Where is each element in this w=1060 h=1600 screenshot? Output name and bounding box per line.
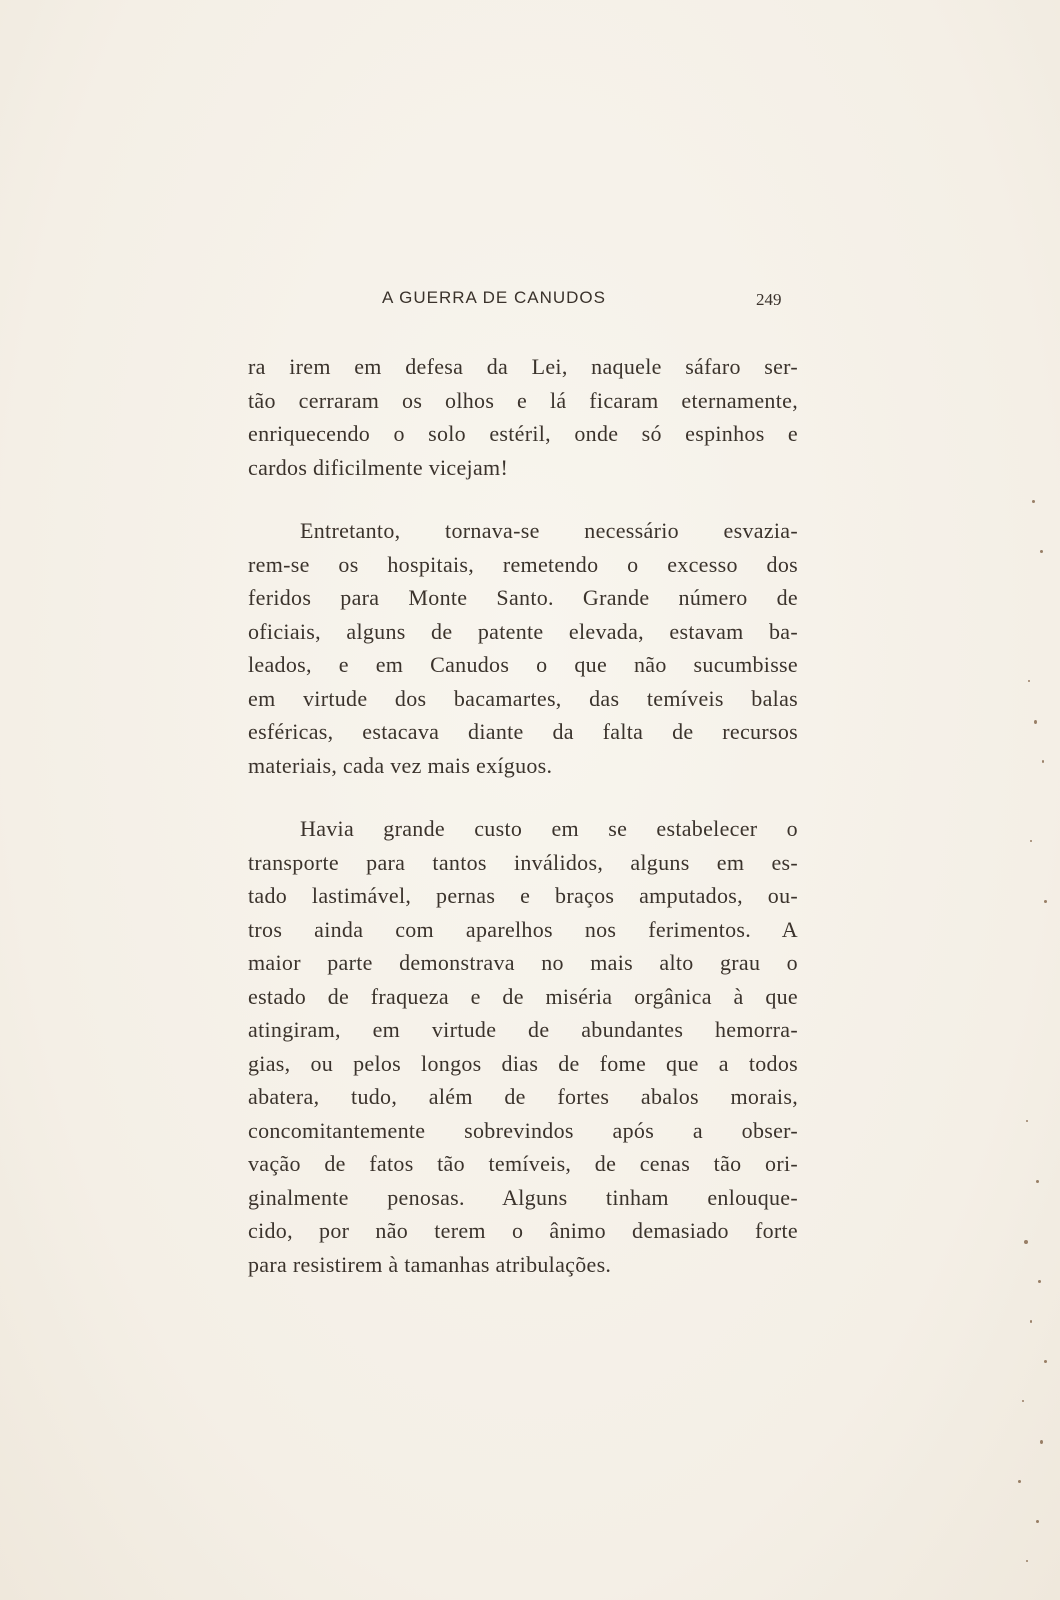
foxing-speck [1026,1120,1028,1122]
foxing-speck [1036,1180,1039,1183]
foxing-speck [1018,1480,1021,1483]
text-line: vação de fatos tão temíveis, de cenas tão ori- [248,1151,798,1176]
foxing-speck [1042,760,1044,763]
foxing-speck [1026,1560,1028,1562]
text-line: cido, por não terem o ânimo demasiado forte [248,1218,798,1243]
text-line: oficiais, alguns de patente elevada, estavam ba- [248,618,798,644]
text-line: atingiram, em virtude de abundantes hemorra- [248,1017,798,1042]
text-line: cardos dificilmente vicejam! [248,454,509,480]
margin-foxing [970,480,1060,1600]
text-line: para resistirem à tamanhas atribulações. [248,1251,612,1277]
text-line: materiais, cada vez mais exíguos. [248,752,553,778]
text-line: Havia grande custo em se estabelecer o [300,816,798,841]
paragraph-1 [248,350,798,484]
text-line: abatera, tudo, além de fortes abalos morais, [248,1084,798,1109]
foxing-speck [1038,1280,1041,1283]
running-title: A GUERRA DE CANUDOS [382,288,606,307]
text-line: esféricas, estacava diante da falta de recursos [248,719,798,744]
text-line: ginalmente penosas. Alguns tinham enlouque- [248,1184,798,1210]
paragraph-2 [248,514,798,782]
text-line: enriquecendo o solo estéril, onde só espinhos e [248,421,798,446]
foxing-speck [1040,550,1043,553]
body-text [248,350,798,1311]
text-line: rem-se os hospitais, remetendo o excesso dos [248,551,798,577]
text-line: maior parte demonstrava no mais alto grau o [248,950,798,975]
foxing-speck [1028,680,1030,682]
foxing-speck [1030,840,1032,842]
foxing-speck [1044,900,1047,903]
paragraph-3 [248,812,798,1281]
text-line: ra irem em defesa da Lei, naquele sáfaro ser- [248,354,798,379]
text-line: tão cerraram os olhos e lá ficaram eternamente, [248,387,798,413]
text-line: transporte para tantos inválidos, alguns em es- [248,849,798,875]
foxing-speck [1034,720,1037,724]
text-line: gias, ou pelos longos dias de fome que a todos [248,1050,798,1076]
foxing-speck [1022,1400,1024,1402]
foxing-speck [1044,1360,1047,1363]
text-line: feridos para Monte Santo. Grande número de [248,585,798,610]
foxing-speck [1036,1520,1039,1523]
foxing-speck [1040,1440,1043,1444]
text-line: tros ainda com aparelhos nos ferimentos. A [248,916,798,942]
foxing-speck [1024,1240,1028,1244]
page-number: 249 [756,290,782,309]
text-line: leados, e em Canudos o que não sucumbisse [248,652,798,677]
text-line: em virtude dos bacamartes, das temíveis balas [248,685,798,711]
text-line: Entretanto, tornava-se necessário esvazia- [300,518,798,543]
text-line: concomitantemente sobrevindos após a obser- [248,1117,798,1143]
foxing-speck [1030,1320,1032,1323]
text-line: estado de fraqueza e de miséria orgânica à que [248,983,798,1009]
text-line: tado lastimável, pernas e braços amputados, ou- [248,883,798,908]
running-head [370,288,800,312]
foxing-speck [1032,500,1035,503]
